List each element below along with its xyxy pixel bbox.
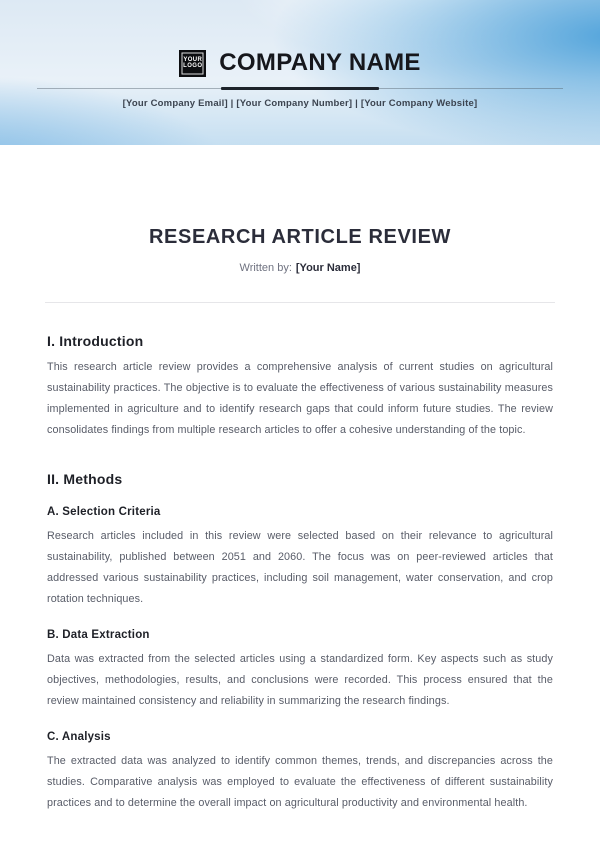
analysis-paragraph: The extracted data was analyzed to identify common themes, trends, and discrepancies across the studies. Comparative analysis was employed to evaluate the effectiveness of different sustainability practices and to determine the overall impact on agricultural productivity and environmental health. [47, 755, 553, 809]
subsection-heading-analysis: C. Analysis [47, 731, 111, 743]
section-heading-methods: II. Methods [47, 471, 123, 487]
data-extraction-paragraph: Data was extracted from the selected articles using a standardized form. Key aspects such as study objectives, methodologies, results, and conclusions were recorded. This process ensured that the review maintained consistency and reliability in summarizing the research findings. [47, 653, 553, 707]
brand-row [0, 48, 600, 78]
company-name: COMPANY NAME [219, 49, 421, 76]
section-heading-introduction: I. Introduction [47, 333, 144, 349]
document-title: RESEARCH ARTICLE REVIEW [149, 226, 451, 248]
company-logo [179, 50, 206, 77]
logo-text-line1: YOUR [183, 56, 203, 63]
subsection-heading-selection-criteria: A. Selection Criteria [47, 506, 161, 518]
logo-text-line2: LOGO [183, 63, 203, 69]
byline-label: Written by: [239, 262, 292, 274]
company-contact-line: [Your Company Email] | [Your Company Number] | [Your Company Website] [122, 98, 478, 109]
section-methods [47, 471, 553, 814]
selection-criteria-paragraph: Research articles included in this review were selected based on their relevance to agricultural sustainability, published between 2051 and 2060. The focus was on peer-reviewed articles that addressed various sustainability practices, including soil management, water conservation, and crop rotation techniques. [47, 530, 553, 605]
section-introduction [47, 333, 553, 441]
header-divider [37, 88, 563, 89]
title-divider [45, 302, 555, 303]
introduction-paragraph: This research article review provides a comprehensive analysis of current studies on agricultural sustainability practices. The objective is to evaluate the effectiveness of various sustainability measures implemented in agriculture and to identify research gaps that could inform future studies. The review consolidates findings from multiple research articles to offer a cohesive understanding of the topic. [47, 361, 553, 436]
header-divider-accent [221, 87, 379, 90]
subsection-heading-data-extraction: B. Data Extraction [47, 629, 150, 641]
document-body [0, 226, 600, 814]
byline-name: [Your Name] [295, 262, 361, 274]
company-letterhead [0, 0, 600, 145]
byline [47, 262, 553, 274]
